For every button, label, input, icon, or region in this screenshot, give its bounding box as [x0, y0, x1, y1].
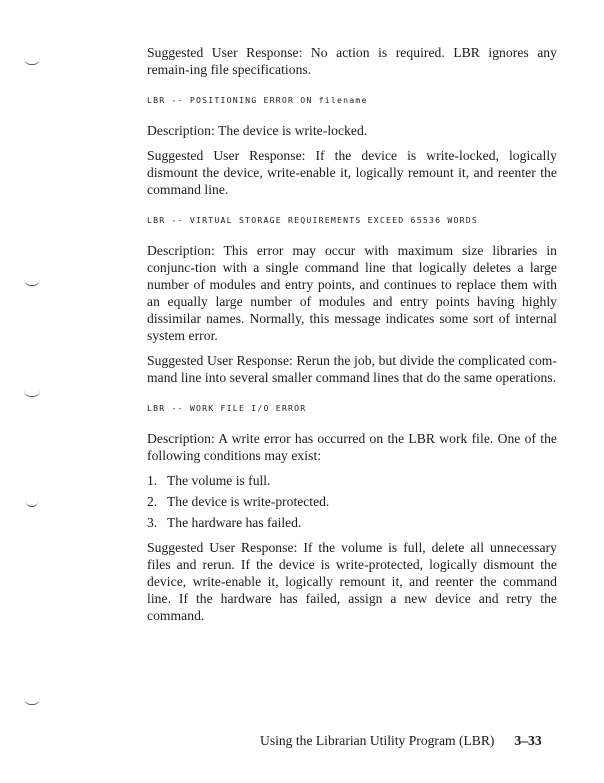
list-number: 2.: [147, 494, 158, 509]
page-content: [147, 44, 557, 624]
list-item: [147, 472, 557, 489]
description-paragraph: Description: A write error has occurred on the LBR work file. One of the following conditions may exist:: [147, 431, 557, 463]
list-text: The device is write-protected.: [167, 494, 330, 509]
error-message: LBR -- POSITIONING ERROR ON filename: [147, 95, 368, 105]
list-item: [147, 514, 557, 531]
list-item: [147, 493, 557, 510]
response-paragraph: Suggested User Response: No action is required. LBR ignores any remain-ing file specifications.: [147, 45, 557, 77]
binder-hole-mark: [24, 698, 40, 705]
response-paragraph: Suggested User Response: If the device is write-locked, logically dismount the device, write-enable it, logically remount it, and reenter the command line.: [147, 148, 557, 197]
list-number: 1.: [147, 473, 158, 488]
binder-hole-mark: [26, 500, 38, 507]
page-footer: [260, 733, 542, 749]
binder-hole-mark: [24, 390, 40, 397]
error-message: LBR -- VIRTUAL STORAGE REQUIREMENTS EXCEED 65536 WORDS: [147, 215, 478, 225]
response-paragraph: Suggested User Response: Rerun the job, but divide the complicated com-mand line into several smaller command lines that do the same operations.: [147, 353, 557, 385]
error-message: LBR -- WORK FILE I/O ERROR: [147, 403, 307, 413]
list-number: 3.: [147, 515, 158, 530]
list-text: The volume is full.: [167, 473, 271, 488]
list-text: The hardware has failed.: [167, 515, 302, 530]
description-paragraph: Description: The device is write-locked.: [147, 123, 368, 138]
response-paragraph: Suggested User Response: If the volume is full, delete all unnecessary files and rerun. If the device is write-protected, logically dismount the device, write-enable it, logically remount it, and reenter the command line. If the hardware has failed, assign a new device and retry the command.: [147, 540, 557, 623]
page-number: 3–33: [514, 733, 542, 748]
description-paragraph: Description: This error may occur with maximum size libraries in conjunc-tion with a single command line that logically deletes a large number of modules and entry points, and continues to replace them with an equally large number of modules and entry points having highly dissimilar names. Normally, this message indicates some sort of internal system error.: [147, 243, 557, 343]
conditions-list: [147, 472, 557, 531]
binder-hole-mark: [24, 58, 40, 65]
binder-hole-mark: [24, 279, 40, 286]
footer-title: Using the Librarian Utility Program (LBR): [260, 733, 495, 748]
